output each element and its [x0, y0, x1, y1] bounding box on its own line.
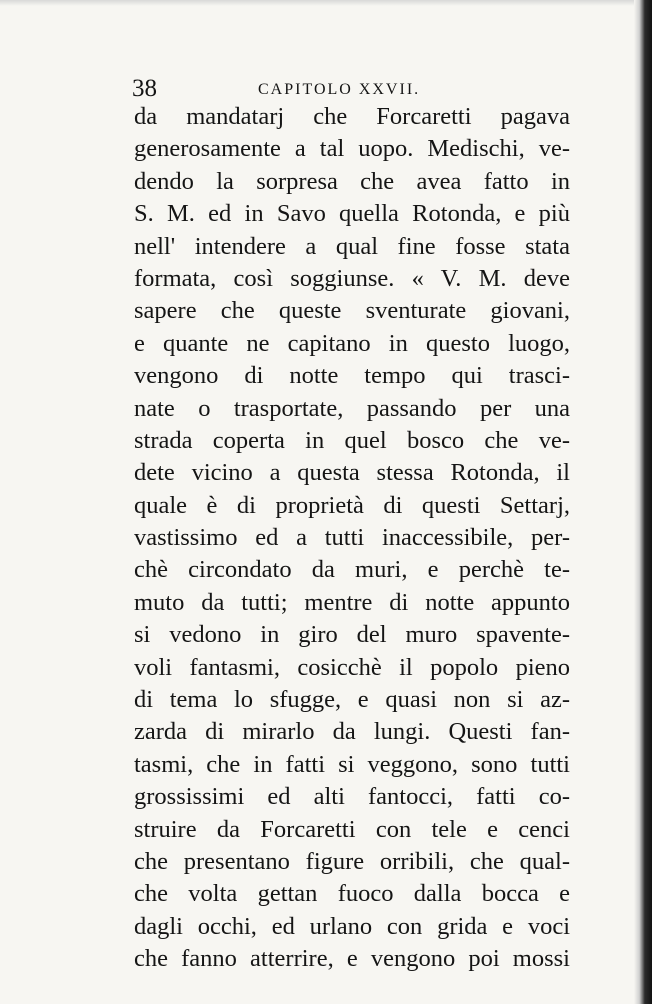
text-line: vengono di notte tempo qui trasci- — [134, 362, 570, 390]
text-line: che fanno atterrire, e vengono poi mossi — [134, 945, 570, 973]
text-line: che volta gettan fuoco dalla bocca e — [134, 880, 570, 908]
text-line: S. M. ed in Savo quella Rotonda, e più — [134, 200, 570, 228]
text-line: di tema lo sfugge, e quasi non si az- — [134, 686, 570, 714]
body-text — [134, 101, 570, 976]
text-line: nell' intendere a qual fine fosse stata — [134, 232, 570, 260]
text-line: quale è di proprietà di questi Settarj, — [134, 491, 570, 519]
scan-right-edge — [634, 0, 652, 1004]
text-line: sapere che queste sventurate giovani, — [134, 297, 570, 325]
text-line: zarda di mirarlo da lungi. Questi fan- — [134, 718, 570, 746]
text-line: voli fantasmi, cosicchè il popolo pieno — [134, 653, 570, 681]
page-header — [132, 74, 572, 104]
text-line: tasmi, che in fatti si veggono, sono tutti — [134, 750, 570, 778]
text-line: formata, così soggiunse. « V. M. deve — [134, 264, 570, 292]
text-line: da mandatarj che Forcaretti pagava — [134, 103, 570, 130]
text-line: muto da tutti; mentre di notte appunto — [134, 588, 570, 616]
scan-top-edge — [0, 0, 652, 6]
chapter-running-head: CAPITOLO XXVII. — [258, 81, 421, 98]
text-line: nate o trasportate, passando per una — [134, 394, 570, 422]
text-line: generosamente a tal uopo. Medischi, ve- — [134, 135, 570, 163]
text-line: dete vicino a questa stessa Rotonda, il — [134, 459, 570, 487]
page-number: 38 — [132, 75, 157, 102]
text-line: vastissimo ed a tutti inaccessibile, per- — [134, 524, 570, 552]
text-line: e quante ne capitano in questo luogo, — [134, 329, 570, 357]
text-line: si vedono in giro del muro spavente- — [134, 621, 570, 649]
text-line: strada coperta in quel bosco che ve- — [134, 426, 570, 454]
text-line: struire da Forcaretti con tele e cenci — [134, 815, 570, 843]
text-line: grossissimi ed alti fantocci, fatti co- — [134, 783, 570, 811]
text-line: chè circondato da muri, e perchè te- — [134, 556, 570, 584]
text-line: che presentano figure orribili, che qual- — [134, 847, 570, 875]
text-line: dagli occhi, ed urlano con grida e voci — [134, 912, 570, 940]
text-line: dendo la sorpresa che avea fatto in — [134, 167, 570, 195]
